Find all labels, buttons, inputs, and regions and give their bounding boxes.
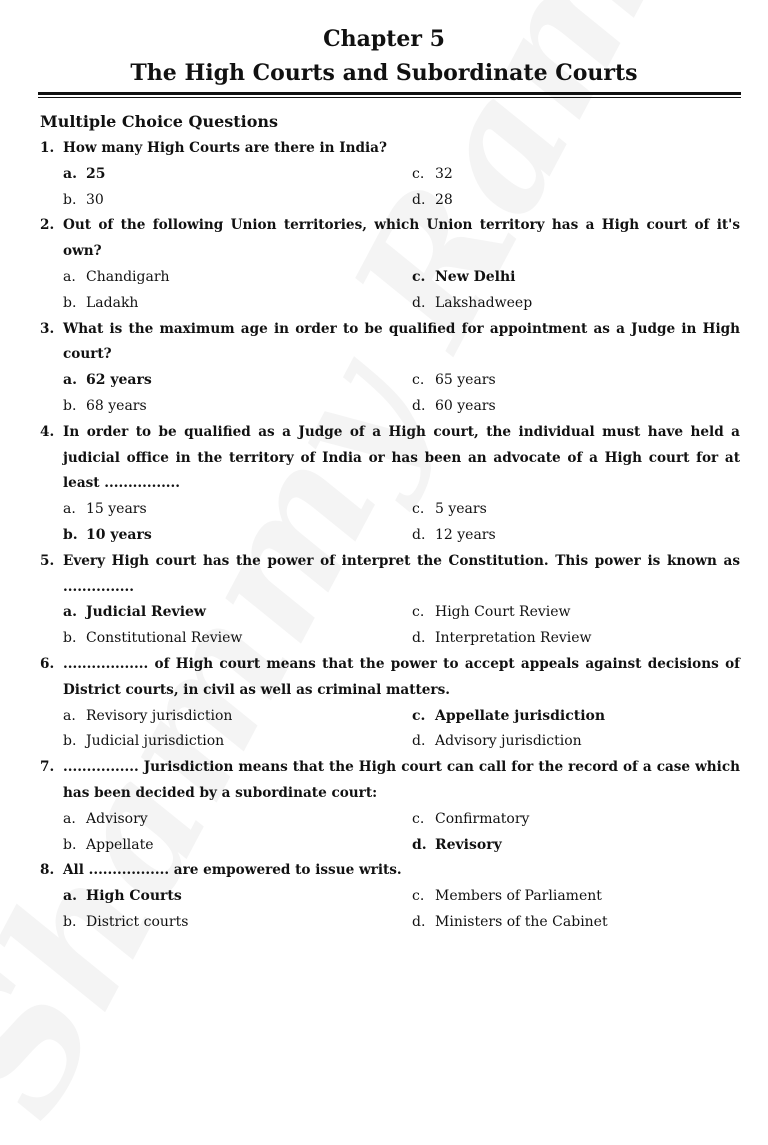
option-text: Constitutional Review bbox=[86, 630, 243, 647]
question-number: 3. bbox=[40, 320, 55, 337]
question-stem bbox=[40, 317, 740, 369]
option-text: Judicial Review bbox=[86, 604, 206, 621]
question-6 bbox=[40, 652, 740, 755]
answer-option-d bbox=[412, 523, 740, 549]
question-stem bbox=[40, 652, 740, 704]
option-letter: b. bbox=[63, 836, 77, 853]
option-letter: a. bbox=[63, 372, 77, 389]
answer-options bbox=[40, 162, 740, 214]
option-letter: a. bbox=[63, 165, 77, 182]
option-text: New Delhi bbox=[435, 268, 516, 285]
option-text: 12 years bbox=[435, 526, 496, 543]
section-title: Multiple Choice Questions bbox=[40, 112, 279, 131]
option-text: High Court Review bbox=[435, 604, 571, 621]
question-1 bbox=[40, 136, 740, 213]
option-letter: b. bbox=[63, 191, 77, 208]
option-text: Judicial jurisdiction bbox=[86, 733, 225, 750]
answer-option-a bbox=[40, 265, 412, 291]
answer-option-b bbox=[40, 729, 412, 755]
option-letter: a. bbox=[63, 268, 76, 285]
question-stem bbox=[40, 213, 740, 265]
option-letter: b. bbox=[63, 526, 78, 543]
question-5 bbox=[40, 549, 740, 652]
answer-options bbox=[40, 265, 740, 317]
option-letter: c. bbox=[412, 501, 425, 518]
question-text: In order to be qualified as a Judge of a High court, the individual must have held a judicial office in the territory of India or has been an advocate of a High court for at least ................ bbox=[63, 423, 740, 492]
option-letter: c. bbox=[412, 604, 425, 621]
question-text: ................ Jurisdiction means that the High court can call for the record of a case which has been decided by a subordinate court: bbox=[63, 759, 740, 801]
answer-option-b bbox=[40, 523, 412, 549]
answer-option-c bbox=[412, 497, 740, 523]
question-7 bbox=[40, 755, 740, 858]
chapter-title: The High Courts and Subordinate Courts bbox=[130, 60, 638, 86]
option-letter: b. bbox=[63, 913, 77, 930]
answer-option-c bbox=[412, 368, 740, 394]
answer-option-d bbox=[412, 910, 740, 936]
chapter-label: Chapter 5 bbox=[323, 26, 445, 52]
question-text: Every High court has the power of interpret the Constitution. This power is known as ............... bbox=[63, 552, 740, 595]
answer-option-b bbox=[40, 394, 412, 420]
answer-option-a bbox=[40, 600, 412, 626]
question-stem bbox=[40, 549, 740, 601]
question-text: How many High Courts are there in India? bbox=[63, 140, 387, 156]
question-list bbox=[40, 136, 740, 936]
question-number: 1. bbox=[40, 140, 55, 156]
answer-option-c bbox=[412, 807, 740, 833]
option-letter: b. bbox=[63, 397, 77, 414]
option-letter: a. bbox=[63, 707, 76, 724]
option-text: High Courts bbox=[86, 888, 182, 905]
answer-option-c bbox=[412, 704, 740, 730]
option-text: Advisory bbox=[86, 810, 148, 827]
option-text: Confirmatory bbox=[435, 810, 530, 827]
answer-option-a bbox=[40, 704, 412, 730]
option-letter: c. bbox=[412, 707, 426, 724]
option-letter: c. bbox=[412, 810, 425, 827]
question-number: 7. bbox=[40, 759, 55, 776]
header-rule-thin bbox=[38, 97, 741, 98]
answer-options bbox=[40, 368, 740, 420]
question-8 bbox=[40, 858, 740, 935]
question-number: 6. bbox=[40, 655, 55, 672]
answer-option-c bbox=[412, 162, 740, 188]
question-number: 2. bbox=[40, 217, 55, 234]
answer-option-a bbox=[40, 884, 412, 910]
option-text: 32 bbox=[435, 165, 453, 182]
answer-option-b bbox=[40, 626, 412, 652]
question-2 bbox=[40, 213, 740, 316]
answer-option-a bbox=[40, 807, 412, 833]
option-letter: d. bbox=[412, 733, 426, 750]
option-text: 15 years bbox=[86, 501, 147, 518]
answer-option-a bbox=[40, 497, 412, 523]
option-text: Members of Parliament bbox=[435, 888, 602, 905]
answer-option-b bbox=[40, 188, 412, 214]
option-text: Revisory jurisdiction bbox=[86, 707, 233, 724]
option-text: 30 bbox=[86, 191, 104, 208]
question-stem bbox=[40, 136, 740, 162]
option-letter: a. bbox=[63, 888, 77, 905]
question-4 bbox=[40, 420, 740, 549]
option-letter: d. bbox=[412, 913, 426, 930]
option-text: Ladakh bbox=[86, 294, 139, 311]
option-letter: c. bbox=[412, 372, 425, 389]
option-text: Appellate jurisdiction bbox=[435, 707, 606, 724]
answer-option-a bbox=[40, 162, 412, 188]
option-letter: d. bbox=[412, 526, 426, 543]
answer-option-b bbox=[40, 291, 412, 317]
answer-option-d bbox=[412, 291, 740, 317]
answer-options bbox=[40, 497, 740, 549]
question-number: 4. bbox=[40, 423, 55, 440]
page-header bbox=[0, 22, 768, 90]
answer-option-c bbox=[412, 265, 740, 291]
header-rule-thick bbox=[38, 92, 741, 95]
answer-option-b bbox=[40, 833, 412, 859]
option-letter: b. bbox=[63, 294, 77, 311]
answer-options bbox=[40, 704, 740, 756]
answer-options bbox=[40, 807, 740, 859]
question-text: What is the maximum age in order to be qualified for appointment as a Judge in High court? bbox=[63, 320, 740, 363]
question-text: Out of the following Union territories, which Union territory has a High court of it's own? bbox=[63, 217, 740, 260]
answer-option-c bbox=[412, 600, 740, 626]
option-letter: a. bbox=[63, 501, 76, 518]
option-letter: c. bbox=[412, 888, 425, 905]
option-text: Ministers of the Cabinet bbox=[435, 913, 608, 930]
option-text: 65 years bbox=[435, 372, 496, 389]
question-stem bbox=[40, 420, 740, 497]
option-text: 62 years bbox=[86, 372, 152, 389]
option-letter: c. bbox=[412, 165, 425, 182]
answer-option-d bbox=[412, 188, 740, 214]
option-text: 28 bbox=[435, 191, 453, 208]
option-letter: b. bbox=[63, 733, 77, 750]
option-text: 10 years bbox=[86, 526, 152, 543]
answer-option-d bbox=[412, 729, 740, 755]
answer-option-c bbox=[412, 884, 740, 910]
answer-option-d bbox=[412, 626, 740, 652]
answer-option-d bbox=[412, 394, 740, 420]
option-letter: d. bbox=[412, 397, 426, 414]
option-text: 60 years bbox=[435, 397, 496, 414]
option-letter: a. bbox=[63, 810, 76, 827]
option-text: Advisory jurisdiction bbox=[435, 733, 582, 750]
option-letter: c. bbox=[412, 268, 426, 285]
option-text: 68 years bbox=[86, 397, 147, 414]
option-text: Interpretation Review bbox=[435, 630, 592, 647]
option-text: Lakshadweep bbox=[435, 294, 533, 311]
question-number: 8. bbox=[40, 862, 55, 879]
question-stem bbox=[40, 858, 740, 884]
question-3 bbox=[40, 317, 740, 420]
option-letter: d. bbox=[412, 630, 426, 647]
option-text: 25 bbox=[86, 165, 106, 182]
option-text: Appellate bbox=[86, 836, 154, 853]
answer-options bbox=[40, 600, 740, 652]
option-letter: b. bbox=[63, 630, 77, 647]
answer-option-a bbox=[40, 368, 412, 394]
option-letter: d. bbox=[412, 294, 426, 311]
question-stem bbox=[40, 755, 740, 807]
option-text: District courts bbox=[86, 913, 189, 930]
option-letter: a. bbox=[63, 604, 77, 621]
question-number: 5. bbox=[40, 552, 55, 569]
answer-option-d bbox=[412, 833, 740, 859]
question-text: .................. of High court means that the power to accept appeals against decisions of District courts, in civil as well as criminal matters. bbox=[63, 655, 740, 698]
answer-options bbox=[40, 884, 740, 936]
option-text: Chandigarh bbox=[86, 268, 170, 285]
option-text: 5 years bbox=[435, 501, 487, 518]
option-letter: d. bbox=[412, 191, 426, 208]
question-text: All ................. are empowered to issue writs. bbox=[63, 862, 402, 879]
answer-option-b bbox=[40, 910, 412, 936]
option-letter: d. bbox=[412, 836, 427, 853]
option-text: Revisory bbox=[435, 836, 502, 853]
